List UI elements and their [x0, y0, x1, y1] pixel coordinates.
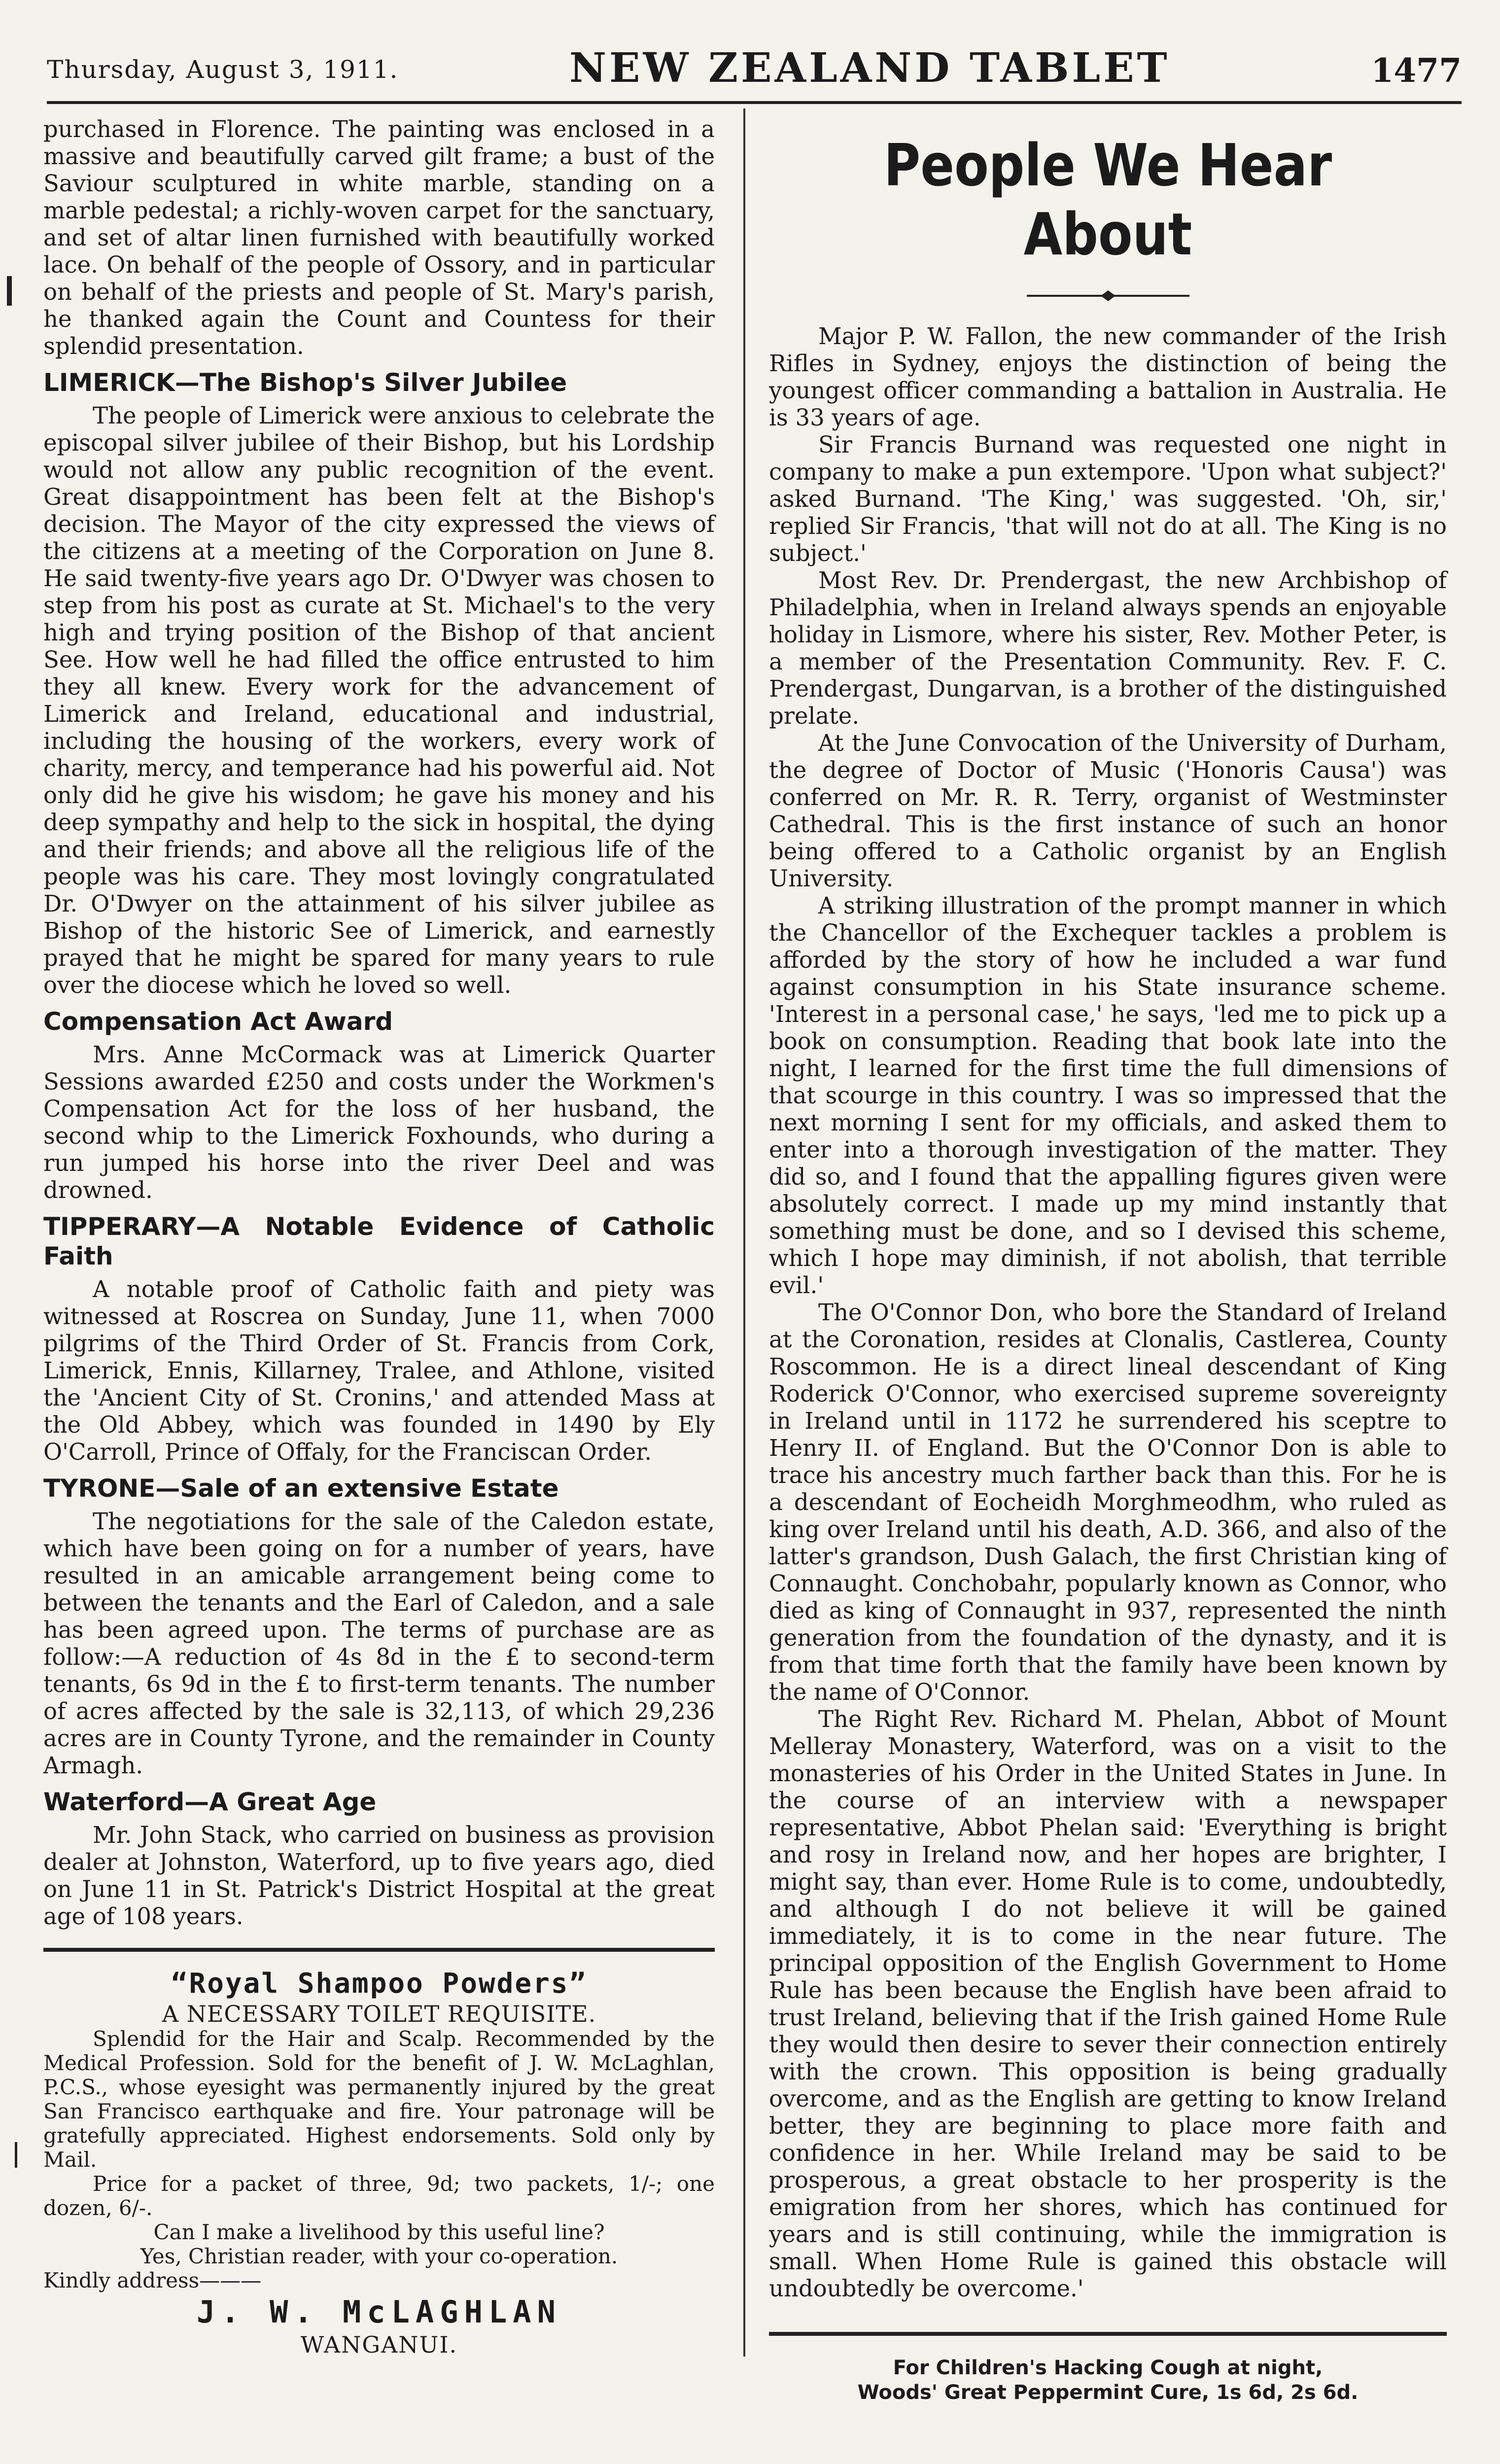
column-divider	[743, 108, 745, 2357]
ad-line: Woods' Great Peppermint Cure, 1s 6d, 2s 6d.	[857, 2381, 1359, 2404]
page-number: 1477	[1371, 51, 1462, 90]
section-heading-limerick: LIMERICK—The Bishop's Silver Jubilee	[43, 368, 567, 397]
ad-answer: Yes, Christian reader, with your co-operation.	[140, 2244, 618, 2268]
article-paragraph: The negotiations for the sale of the Caledon estate, which have been going on for a number of years, have resulted in an amicable arrangement being come to between the tenants and the Earl of Caledon, and a sale has been agreed upon. The terms of purchase are as follow:—A reduction of 4s 8d in the £ to second-term tenants, 6s 9d in the £ to first-term tenants. The number of acres affected by the sale is 32,113, of which 29,236 acres are in County Tyrone, and the remainder in County Armagh.	[43, 1508, 715, 1779]
section-heading-compensation: Compensation Act Award	[43, 1007, 393, 1036]
header-rule	[47, 101, 1462, 104]
margin-mark	[15, 2142, 17, 2168]
article-paragraph: purchased in Florence. The painting was enclosed in a massive and beautifully carved gilt frame; a bust of the Saviour sculptured in white marble, standing on a marble pedestal; a richly-woven carpet for the sanctuary, and set of altar linen furnished with beautifully worked lace. On behalf of the people of Ossory, and in particular on behalf of the priests and people of St. Mary's parish, he thanked again the Count and Countess for their splendid presentation.	[43, 116, 715, 359]
section-heading-waterford: Waterford—A Great Age	[43, 1788, 377, 1816]
ad-address-label: Kindly address———	[43, 2268, 262, 2292]
ad-line: For Children's Hacking Cough at night,	[893, 2357, 1323, 2379]
article-paragraph: Sir Francis Burnand was requested one night in company to make a pun extempore. 'Upon what subject?' asked Burnand. 'The King,' was suggested. 'Oh, sir,' replied Sir Francis, 'that will not do at all. The King is no subject.'	[769, 431, 1447, 566]
margin-mark	[7, 276, 12, 306]
section-headline: People We Hear About	[883, 131, 1332, 268]
cough-cure-advertisement	[769, 2356, 1447, 2405]
left-column	[43, 116, 715, 2358]
advertisement-rule	[769, 2332, 1447, 2336]
article-paragraph: A notable proof of Catholic faith and piety was witnessed at Roscrea on Sunday, June 11, when 7000 pilgrims of the Third Order of St. Francis from Cork, Limerick, Ennis, Killarney, Tralee, and Athlone, visited the 'Ancient City of St. Cronins,' and attended Mass at the Old Abbey, which was founded in 1490 by Ely O'Carroll, Prince of Offaly, for the Franciscan Order.	[43, 1276, 715, 1465]
ad-town: WANGANUI.	[300, 2331, 458, 2358]
ad-title: “Royal Shampoo Powders”	[171, 1968, 588, 2000]
newspaper-title: NEW ZEALAND TABLET	[569, 44, 1170, 92]
shampoo-advertisement	[43, 1967, 715, 2358]
article-paragraph: At the June Convocation of the University of Durham, the degree of Doctor of Music ('Honoris Causa') was conferred on Mr. R. R. Terry, organist of Westminster Cathedral. This is the first instance of such an honor being offered to a Catholic organist by an English University.	[769, 730, 1447, 892]
advertisement-rule	[43, 1948, 715, 1952]
section-heading-tyrone: TYRONE—Sale of an extensive Estate	[43, 1474, 559, 1503]
article-paragraph: Mr. John Stack, who carried on business as provision dealer at Johnston, Waterford, up to five years ago, died on June 11 in St. Patrick's District Hospital at the great age of 108 years.	[43, 1822, 715, 1930]
ad-body: Splendid for the Hair and Scalp. Recommended by the Medical Profession. Sold for the benefit of J. W. McLaghlan, P.C.S., whose eyesight was permanently injured by the great San Francisco earthquake and fire. Your patronage will be gratefully appreciated. Highest endorsements. Sold only by Mail.	[43, 2027, 715, 2172]
right-column	[769, 116, 1447, 2405]
ornament-divider	[1027, 288, 1189, 303]
article-paragraph: The Right Rev. Richard M. Phelan, Abbot of Mount Melleray Monastery, Waterford, was on a visit to the monasteries of his Order in the United States in June. In the course of an interview with a newspaper representative, Abbot Phelan said: 'Everything is bright and rosy in Ireland now, and her hopes are brighter, I might say, than ever. Home Rule is to come, undoubtedly, and although I do not believe it will be gained immediately, it is to come in the near future. The principal opposition of the English Government to Home Rule has been because the English have been afraid to trust Ireland, believing that if the Irish gained Home Rule they would then desire to sever their connection entirely with the crown. This opposition is being gradually overcome, and as the English are getting to know Ireland better, they are beginning to place more faith and confidence in her. While Ireland may be said to be prosperous, a great obstacle to her prosperity is the emigration from her shores, which has continued for years and is still continuing, while the immigration is small. When Home Rule is gained this obstacle will undoubtedly be overcome.'	[769, 1706, 1447, 2302]
article-paragraph: The people of Limerick were anxious to celebrate the episcopal silver jubilee of their Bishop, but his Lordship would not allow any public recognition of the event. Great disappointment has been felt at the Bishop's decision. The Mayor of the city expressed the views of the citizens at a meeting of the Corporation on June 8. He said twenty-five years ago Dr. O'Dwyer was chosen to step from his post as curate at St. Michael's to the very high and trying position of the Bishop of that ancient See. How well he had filled the office entrusted to him they all knew. Every work for the advancement of Limerick and Ireland, educational and industrial, including the housing of the workers, every work of charity, mercy, and temperance had his powerful aid. Not only did he give his wisdom; he gave his money and his deep sympathy and help to the sick in hospital, the dying and their friends; and above all the religious life of the people was his care. They most lovingly congratulated Dr. O'Dwyer on the attainment of his silver jubilee as Bishop of the historic See of Limerick, and earnestly prayed that he might be spared for many years to rule over the diocese which he loved so well.	[43, 402, 715, 998]
ad-price: Price for a packet of three, 9d; two packets, 1/-; one dozen, 6/-.	[43, 2172, 715, 2220]
ad-question: Can I make a livelihood by this useful line?	[153, 2220, 605, 2244]
masthead	[47, 44, 1462, 99]
issue-date: Thursday, August 3, 1911.	[47, 55, 399, 84]
article-paragraph: The O'Connor Don, who bore the Standard of Ireland at the Coronation, resides at Clonalis, Castlerea, County Roscommon. He is a direct lineal descendant of King Roderick O'Connor, who exercised supreme sovereignty in Ireland until in 1172 he surrendered his sceptre to Henry II. of England. But the O'Connor Don is able to trace his ancestry much farther back than this. For he is a descendant of Eocheidh Morghmeodhm, who ruled as king over Ireland until his death, A.D. 366, and also of the latter's grandson, Dush Galach, the first Christian king of Connaught. Conchobahr, popularly known as Connor, who died as king of Connaught in 937, represented the ninth generation from the foundation of the dynasty, and it is from that time forth that the family have been known by the name of O'Connor.	[769, 1299, 1447, 1705]
section-heading-tipperary: TIPPERARY—A Notable Evidence of Catholic Faith	[43, 1212, 715, 1270]
article-paragraph: Major P. W. Fallon, the new commander of the Irish Rifles in Sydney, enjoys the distinction of being the youngest officer commanding a battalion in Australia. He is 33 years of age.	[769, 323, 1447, 431]
ad-advertiser-name: J. W. McLAGHLAN	[197, 2294, 561, 2330]
ad-subtitle: A NECESSARY TOILET REQUISITE.	[162, 2001, 596, 2027]
article-paragraph: A striking illustration of the prompt manner in which the Chancellor of the Exchequer tackles a problem is afforded by the story of how he included a war fund against consumption in his State insurance scheme. 'Interest in a personal case,' he says, 'led me to pick up a book on consumption. Reading that book late into the night, I learned for the first time the full dimensions of that scourge in this country. I was so impressed that the next morning I sent for my officials, and asked them to enter into a thorough investigation of the matter. They did so, and I found that the appalling figures given were absolutely correct. I made up my mind instantly that something must be done, and so I devised this scheme, which I hope may diminish, if not abolish, that terrible evil.'	[769, 892, 1447, 1299]
article-paragraph: Most Rev. Dr. Prendergast, the new Archbishop of Philadelphia, when in Ireland always spends an enjoyable holiday in Lismore, where his sister, Rev. Mother Peter, is a member of the Presentation Community. Rev. F. C. Prendergast, Dungarvan, is a brother of the distinguished prelate.	[769, 567, 1447, 729]
article-paragraph: Mrs. Anne McCormack was at Limerick Quarter Sessions awarded £250 and costs under the Workmen's Compensation Act for the loss of her husband, the second whip to the Limerick Foxhounds, who during a run jumped his horse into the river Deel and was drowned.	[43, 1041, 715, 1203]
